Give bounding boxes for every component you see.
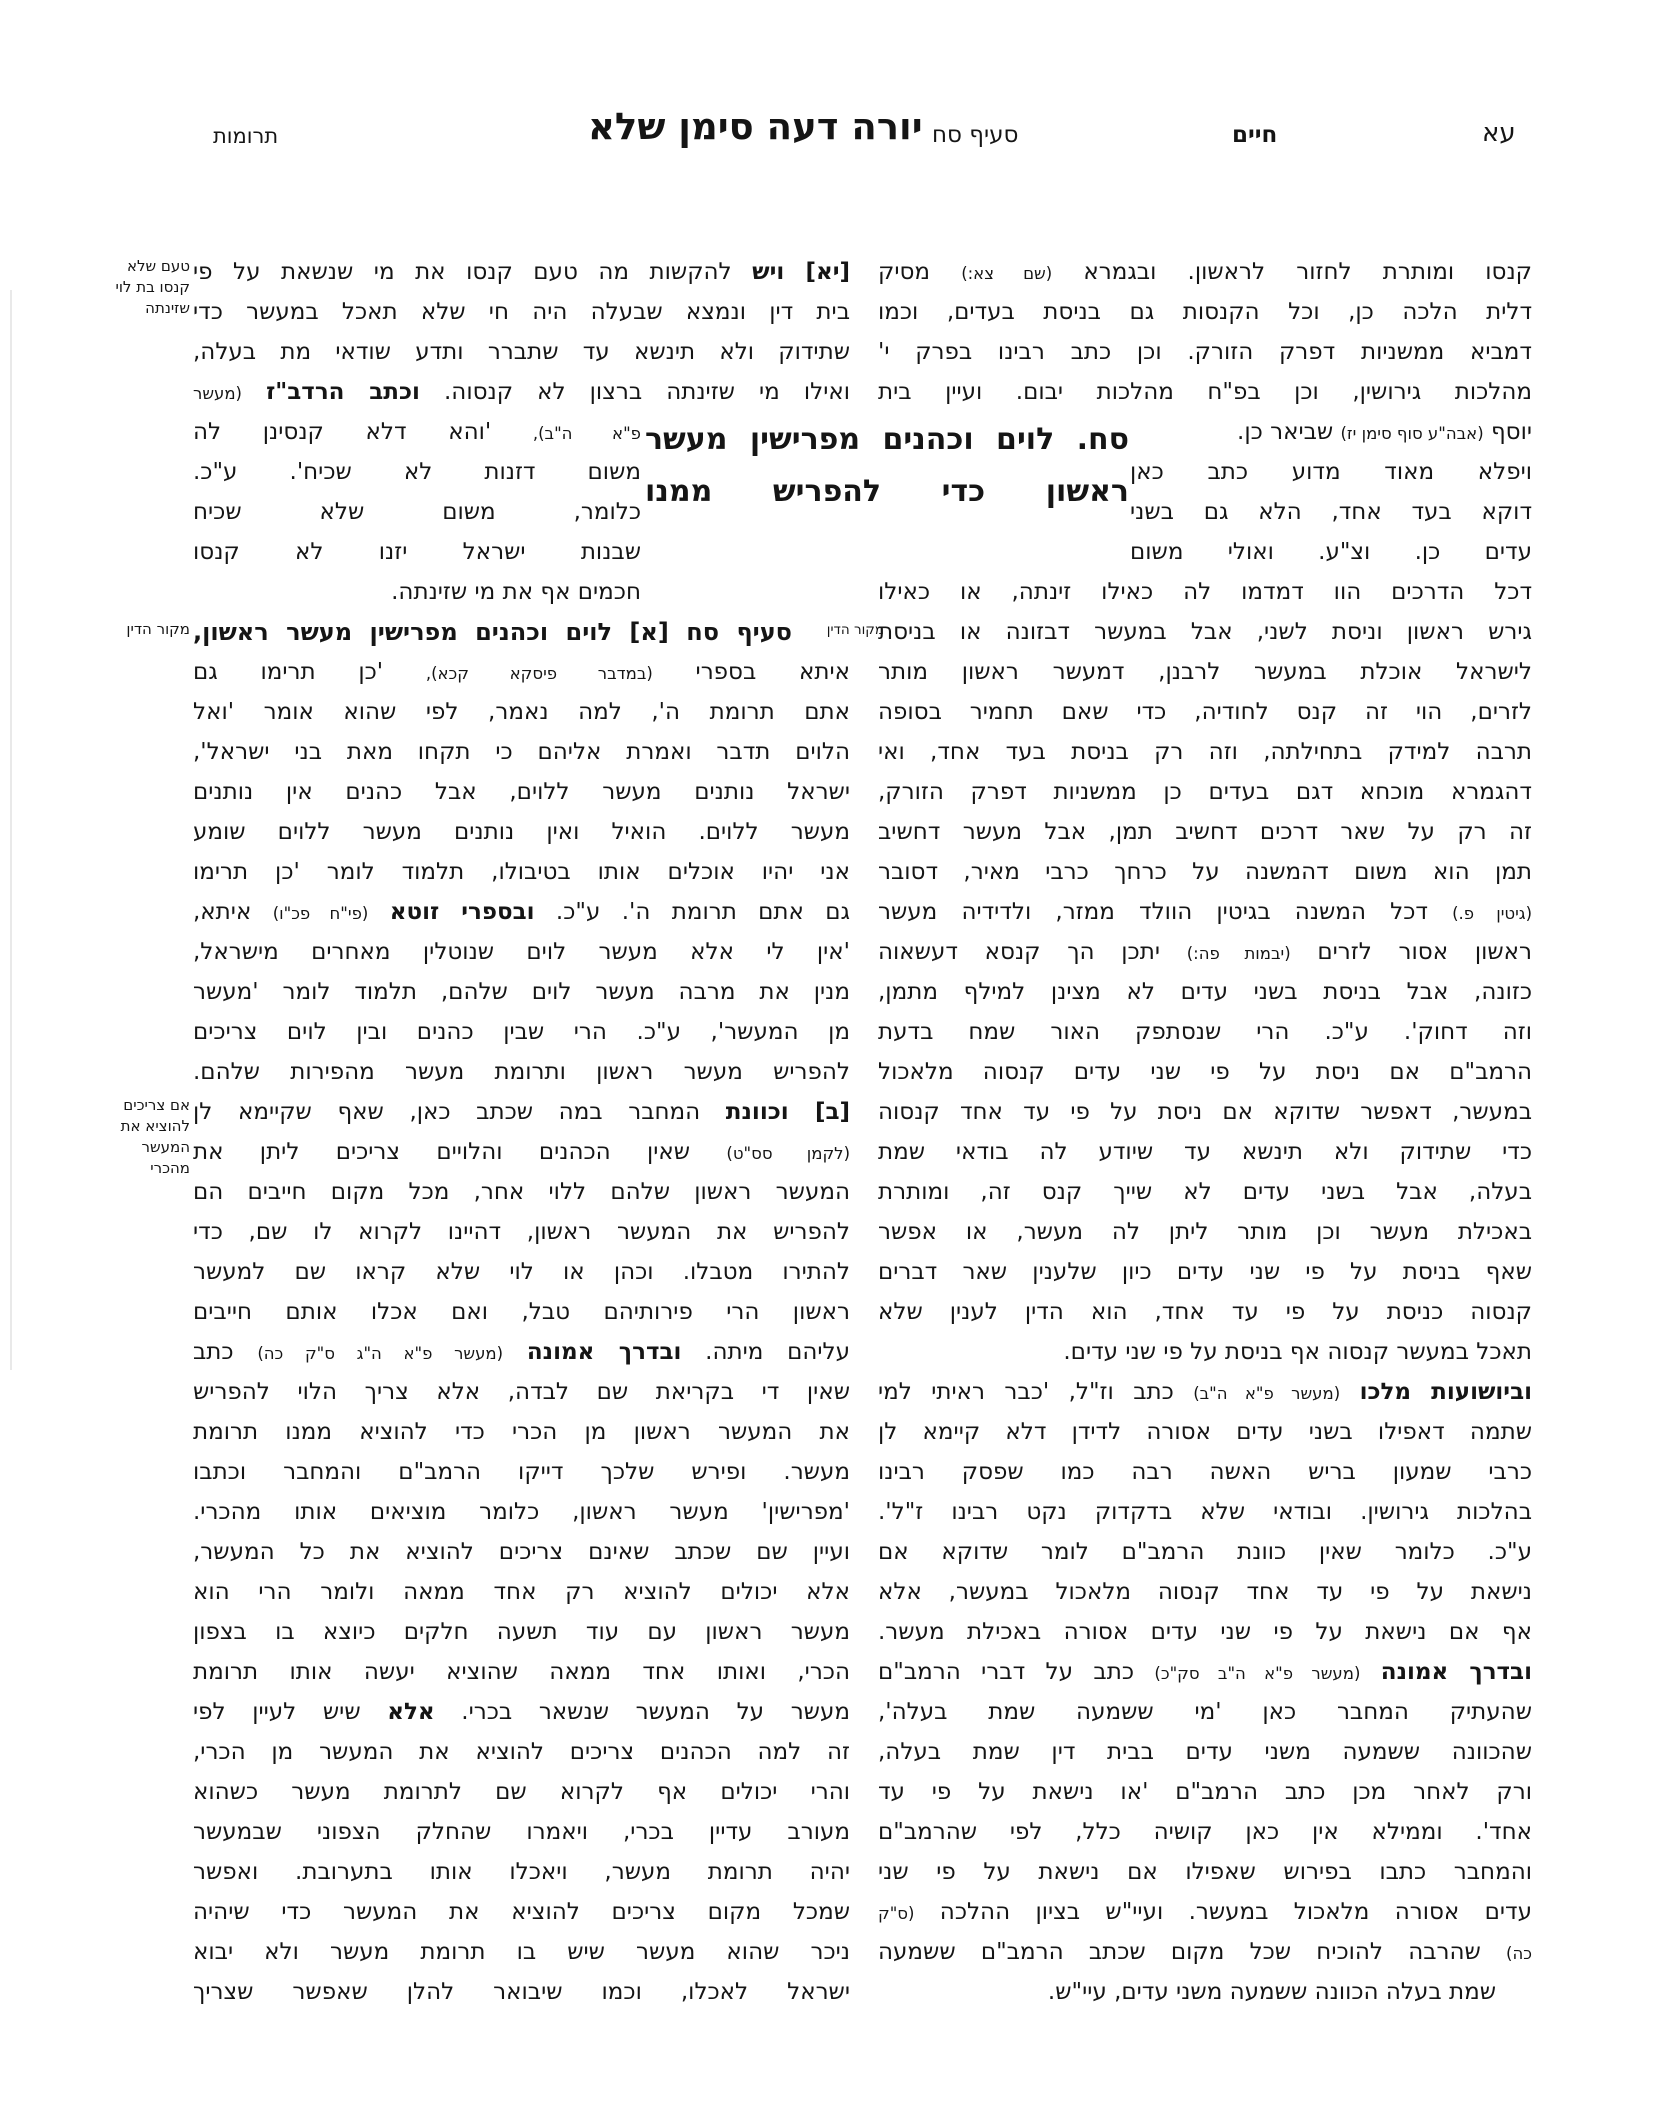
text-segment: אחד'. וממילא אין כאן קושיה כלל, לפי שהרמב"ם bbox=[878, 1819, 1532, 1845]
text-line bbox=[878, 612, 1532, 652]
text-segment: משום דזנות לא שכיח'. ע"כ. bbox=[193, 459, 641, 485]
text-segment: גירש ראשון וניסת לשני, אבל במעשר דבזונה או בניסת bbox=[878, 619, 1532, 645]
text-line bbox=[878, 932, 1532, 972]
text-line bbox=[193, 652, 850, 692]
text-segment: כתב bbox=[193, 1339, 258, 1365]
text-segment: שאף בניסת על פי שני עדים כיון שלענין שאר דברים bbox=[878, 1259, 1532, 1285]
text-segment: ראשון אסור לזרים bbox=[1290, 939, 1532, 965]
text-segment: קנסוה כניסת על פי עד אחד, הוא הדין לענין שלא bbox=[878, 1299, 1532, 1325]
margin-caption-kenas-bat-levi bbox=[66, 256, 190, 319]
text-segment: עדים אסורה מלאכול במעשר. ועיי"ש בציון ההלכה bbox=[914, 1899, 1532, 1925]
text-line bbox=[193, 292, 850, 332]
text-segment: סח. לוים וכהנים מפרישין מעשר bbox=[645, 422, 1129, 457]
text-segment: ויפלא מאוד מדוע כתב כאן bbox=[1130, 459, 1532, 485]
text-line bbox=[193, 1012, 850, 1052]
text-line bbox=[878, 1092, 1532, 1132]
text-segment: (במדבר פיסקא קכא), bbox=[425, 664, 653, 683]
text-line bbox=[878, 412, 1532, 452]
text-segment: עדים כן. וצ"ע. ואולי משום bbox=[1130, 539, 1532, 565]
text-segment: (ס"ק bbox=[878, 1904, 915, 1923]
text-segment: להפריש את המעשר ראשון, דהיינו לקרוא לו שם, כדי bbox=[193, 1219, 850, 1245]
text-segment: יתכן הך קנסא דעשאוה bbox=[878, 939, 1187, 965]
text-segment: ובספרי זוטא bbox=[389, 899, 535, 925]
text-line bbox=[193, 1892, 850, 1932]
text-segment: כתב על דברי הרמב"ם bbox=[878, 1659, 1155, 1685]
text-line bbox=[193, 892, 850, 932]
text-line bbox=[878, 252, 1532, 292]
text-segment: דכל הדרכים הוו דמדמו לה כאילו זינתה, או כאילו bbox=[878, 579, 1532, 605]
text-line bbox=[193, 1572, 850, 1612]
text-line bbox=[193, 812, 850, 852]
text-segment: זה למה הכהנים צריכים להוציא את המעשר מן הכרי, bbox=[193, 1739, 850, 1765]
text-line bbox=[878, 812, 1532, 852]
text-line bbox=[878, 1332, 1532, 1372]
text-segment: המעשר bbox=[141, 1138, 190, 1156]
text-line bbox=[193, 1052, 850, 1092]
margin-note-line bbox=[66, 1158, 190, 1179]
text-segment: שהרבה להוכיח שכל מקום שכתב הרמב"ם ששמעה bbox=[878, 1939, 1507, 1965]
text-segment bbox=[368, 899, 389, 925]
margin-note-line bbox=[66, 256, 190, 277]
text-segment: להוציא את bbox=[120, 1117, 190, 1135]
text-segment: 'כן תרימו גם bbox=[193, 659, 426, 685]
text-segment: שמכל מקום צריכים להוציא את המעשר כדי שיהיה bbox=[193, 1899, 850, 1925]
text-segment: [יא] ויש bbox=[752, 259, 850, 285]
margin-caption-lehotzi-maaser bbox=[66, 1095, 190, 1179]
text-segment: כרבי שמעון בריש האשה רבה כמו שפסק רבינו bbox=[878, 1459, 1532, 1485]
text-line bbox=[193, 252, 850, 292]
text-line bbox=[193, 412, 641, 452]
text-segment: שתמה דאפילו בשני עדים אסורה לדידן דלא קיימא לן bbox=[878, 1419, 1532, 1445]
text-segment: מעשר. ופירש שלכך דייקו הרמב"ם והמחבר וכתבו bbox=[193, 1459, 850, 1485]
text-segment: ראשון כדי להפריש ממנו bbox=[645, 474, 1129, 509]
text-line bbox=[193, 732, 850, 772]
text-segment: כזונה, אבל בניסת בשני עדים לא מצינן למילף מתמן, bbox=[878, 979, 1532, 1005]
text-line bbox=[878, 1772, 1532, 1812]
text-segment bbox=[1340, 1379, 1359, 1405]
text-line bbox=[878, 1852, 1532, 1892]
text-segment: מנין את מרבה מעשר לוים שלהם, תלמוד לומר 'מעשר bbox=[193, 979, 850, 1005]
text-line bbox=[193, 972, 850, 1012]
text-line bbox=[878, 1132, 1532, 1172]
commentary-column-right bbox=[878, 252, 1532, 2012]
text-segment: לזרים, הוי זה קנס לחודיה, כדי שאם תחמיר בסופה bbox=[878, 699, 1532, 725]
text-line bbox=[193, 532, 641, 572]
text-segment: ע"כ. כלומר שאין כוונת הרמב"ם לומר שדוקא אם bbox=[878, 1539, 1532, 1565]
text-segment: גם אתם תרומת ה'. ע"כ. bbox=[534, 899, 850, 925]
text-line bbox=[193, 1612, 850, 1652]
text-segment: תאכל במעשר קנסוה אף בניסת על פי שני עדים. bbox=[1063, 1339, 1532, 1365]
text-line bbox=[193, 1932, 850, 1972]
text-segment: דכל המשנה בגיטין הוולד ממזר, ולדידיה מעשר bbox=[878, 899, 1453, 925]
text-segment: ובדרך אמונה bbox=[526, 1339, 682, 1365]
text-segment: לישראל אוכלת במעשר לרבנן, דמעשר ראשון מותר bbox=[878, 659, 1532, 685]
text-segment: מעורב עדיין בכרי, ויאמרו שהחלק הצפוני שבמעשר bbox=[193, 1819, 850, 1845]
text-segment: אף אם נישאת על פי שני עדים אסורה באכילת מעשר. bbox=[878, 1619, 1532, 1645]
text-segment: דמביא ממשניות דפרק הזורק. וכן כתב רבינו בפרק י' bbox=[878, 339, 1532, 365]
text-line bbox=[1130, 492, 1532, 532]
text-segment: ואילו מי שזינתה ברצון לא קנסוה. bbox=[419, 379, 850, 405]
text-line bbox=[878, 1172, 1532, 1212]
page-header bbox=[0, 82, 1653, 148]
text-line bbox=[878, 652, 1532, 692]
text-segment: זה רק על שאר דרכים דחשיב תמן, אבל מעשר דחשיב bbox=[878, 819, 1532, 845]
text-line bbox=[193, 692, 850, 732]
text-segment: (יבמות פה:) bbox=[1186, 944, 1291, 963]
text-line bbox=[878, 1252, 1532, 1292]
text-line bbox=[193, 1412, 850, 1452]
text-segment: בהלכות גירושין. ובודאי שלא בדקדוק נקט רבינו ז"ל'. bbox=[878, 1499, 1532, 1525]
header-seif-number: סעיף סח bbox=[932, 122, 1019, 148]
text-line bbox=[878, 852, 1532, 892]
text-segment: מעשר ללוים. הואיל ואין נותנים מעשר ללוים שומע bbox=[193, 819, 850, 845]
text-line bbox=[193, 1212, 850, 1252]
text-segment bbox=[503, 1339, 527, 1365]
text-segment: 'אין לי אלא מעשר לוים שנוטלין מאחרים מישראל, bbox=[193, 939, 850, 965]
text-line bbox=[193, 1172, 850, 1212]
margin-note-line bbox=[66, 298, 190, 319]
text-segment: אם צריכים bbox=[123, 1096, 190, 1114]
text-segment: בית דין ונמצא שבעלה היה חי שלא תאכל במעשר כדי bbox=[193, 299, 850, 325]
text-line bbox=[1130, 452, 1532, 492]
text-segment: כלומר, משום שלא שכיח bbox=[193, 499, 641, 525]
text-segment: דוקא בעד אחד, הלא גם בשני bbox=[1130, 499, 1532, 525]
text-line bbox=[878, 732, 1532, 772]
text-line bbox=[193, 772, 850, 812]
text-segment: פ"א ה"ב), bbox=[532, 424, 641, 443]
text-line bbox=[193, 1132, 850, 1172]
text-line bbox=[193, 612, 792, 652]
text-line bbox=[193, 1652, 850, 1692]
text-segment: מן המעשר', ע"כ. הרי שבין כהנים ובין לוים צריכים bbox=[193, 1019, 850, 1045]
text-segment bbox=[242, 379, 266, 405]
text-line bbox=[193, 1292, 850, 1332]
text-line bbox=[193, 1732, 850, 1772]
text-line bbox=[878, 1932, 1532, 1972]
text-segment: מהכרי bbox=[150, 1159, 190, 1177]
text-segment: אלא bbox=[387, 1699, 435, 1725]
text-line bbox=[878, 1052, 1532, 1092]
text-segment: איתא, bbox=[193, 899, 273, 925]
text-line bbox=[193, 1812, 850, 1852]
text-segment: מעשר ראשון עם עוד תשעה חלקים כיוצא בו בצפון bbox=[193, 1619, 850, 1645]
text-segment: המחבר במה שכתב כאן, שאף שקיימא לן bbox=[193, 1099, 726, 1125]
text-line bbox=[193, 852, 850, 892]
text-segment: שאין די בקריאת שם לבדה, אלא צריך הלוי להפריש bbox=[193, 1379, 850, 1405]
text-segment: המעשר ראשון שלהם ללוי אחר, מכל מקום חייבים הם bbox=[193, 1179, 850, 1205]
text-segment: דהגמרא מוכחא דגם בעדים כן ממשניות דפרק הזורק, bbox=[878, 779, 1532, 805]
text-line bbox=[878, 972, 1532, 1012]
text-segment: 'והא דלא קנסינן לה bbox=[193, 419, 533, 445]
margin-note-line bbox=[66, 619, 190, 640]
text-line bbox=[878, 1972, 1496, 2012]
text-segment: וכתב הרדב"ז bbox=[266, 379, 420, 405]
text-segment: סעיף סח [א] לוים וכהנים מפרישין מעשר ראשון, bbox=[193, 618, 792, 646]
text-segment: להפריש מעשר ראשון ותרומת מעשר מהפירות שלהם. bbox=[193, 1059, 850, 1085]
header-page-number: עא bbox=[1482, 118, 1516, 148]
text-line bbox=[193, 1492, 850, 1532]
text-segment: שמת בעלה הכוונה ששמעה משני עדים, עיי"ש. bbox=[1047, 1979, 1496, 2005]
header-book-name: חיים bbox=[1232, 122, 1278, 148]
text-segment: שבנות ישראל יזנו לא קנסו bbox=[193, 539, 641, 565]
text-segment: כתב וז"ל, 'כבר ראיתי למי bbox=[878, 1379, 1194, 1405]
text-segment: שזינתה bbox=[145, 299, 190, 317]
margin-note-line bbox=[66, 277, 190, 298]
header-masechet: תרומות bbox=[213, 124, 279, 148]
text-segment: הכרי, ואותו אחד ממאה שהוציא יעשה אותו תרומת bbox=[193, 1659, 850, 1685]
text-line bbox=[878, 1892, 1532, 1932]
text-line bbox=[878, 1532, 1532, 1572]
gap-caption-mekor-hadin: מקור הדין bbox=[826, 622, 884, 638]
text-segment: (לקמן סס"ט) bbox=[726, 1144, 850, 1163]
text-line bbox=[878, 1612, 1532, 1652]
text-segment: להקשות מה טעם קנסו את מי שנשאת על פי bbox=[193, 259, 753, 285]
text-segment: (מעשר פ"א ה"ב) bbox=[1193, 1384, 1341, 1403]
text-segment: [ב] וכוונת bbox=[725, 1099, 850, 1125]
text-line bbox=[878, 892, 1532, 932]
text-segment: אתם תרומת ה', למה נאמר, לפי שהוא אומר 'ואל bbox=[193, 699, 850, 725]
text-line bbox=[878, 1732, 1532, 1772]
text-segment: ורק לאחר מכן כתב הרמב"ם 'או נישאת על פי עד bbox=[878, 1779, 1532, 1805]
text-line bbox=[878, 372, 1532, 412]
text-segment: (גיטין פ.) bbox=[1452, 904, 1532, 923]
text-segment: ועיין שם שכתב שאינם צריכים להוציא את כל המעשר, bbox=[193, 1539, 850, 1565]
header-title: יורה דעה סימן שלא bbox=[588, 105, 923, 148]
text-segment: כדי שתידוק ולא תינשא עד שיודע לה בודאי שמת bbox=[878, 1139, 1532, 1165]
text-segment: שביאר כן. bbox=[1237, 419, 1341, 445]
text-line bbox=[193, 372, 850, 412]
text-segment: מסיק bbox=[878, 259, 962, 285]
text-line bbox=[193, 1092, 850, 1132]
text-line bbox=[193, 1692, 850, 1732]
text-line bbox=[193, 1972, 850, 2012]
text-segment: קנסו ומותרת לחזור לראשון. ובגמרא bbox=[1052, 259, 1532, 285]
text-line bbox=[1130, 532, 1532, 572]
text-line bbox=[193, 1532, 850, 1572]
text-line bbox=[878, 1292, 1532, 1332]
text-segment: שאין הכהנים והלויים צריכים ליתן את bbox=[193, 1139, 727, 1165]
text-segment: (מעשר פ"א ה"ג ס"ק כה) bbox=[257, 1344, 504, 1363]
text-segment: אני יהיו אוכלים אותו בטיבולו, תלמוד לומר 'כן תרימו bbox=[193, 859, 850, 885]
text-segment: במעשר, דאפשר שדוקא אם ניסת על פי עד אחד קנסוה bbox=[878, 1099, 1532, 1125]
text-line bbox=[878, 1572, 1532, 1612]
text-segment: מהלכות גירושין, וכן בפ"ח מהלכות יבום. ועיין בית bbox=[878, 379, 1532, 405]
text-segment: בעלה, אבל בשני עדים לא שייך קנס זה, ומותרת bbox=[878, 1179, 1532, 1205]
text-segment: (מעשר bbox=[193, 384, 242, 403]
text-line bbox=[878, 1812, 1532, 1852]
text-segment: יהיה תרומת מעשר, ויאכלו אותו בתערובת. ואפשר bbox=[193, 1859, 850, 1885]
text-segment: ראשון הרי פירותיהם טבל, ואם אכלו אותם חייבים bbox=[193, 1299, 850, 1325]
text-segment: ובדרך אמונה bbox=[1380, 1659, 1532, 1685]
text-line bbox=[878, 1492, 1532, 1532]
commentary-column-left bbox=[193, 252, 850, 2012]
text-segment: יוסף bbox=[1483, 419, 1532, 445]
text-segment: תרבה למידק בתחילתה, וזה רק בניסת בעד אחד, ואי bbox=[878, 739, 1532, 765]
text-segment: שתידוק ולא תינשא עד שתברר ותדע שודאי מת בעלה, bbox=[193, 339, 850, 365]
text-line bbox=[193, 492, 641, 532]
text-line bbox=[193, 1252, 850, 1292]
text-line bbox=[878, 1652, 1532, 1692]
text-segment: והמחבר כתבו בפירוש שאפילו אם נישאת על פי שני bbox=[878, 1859, 1532, 1885]
text-line bbox=[878, 692, 1532, 732]
text-line bbox=[878, 572, 1532, 612]
text-line bbox=[193, 1772, 850, 1812]
text-segment: (שם צא:) bbox=[961, 264, 1053, 283]
scan-artifact-line bbox=[10, 290, 12, 1370]
margin-note-line bbox=[66, 1095, 190, 1116]
text-line bbox=[193, 572, 641, 612]
text-line bbox=[878, 772, 1532, 812]
text-line bbox=[878, 332, 1532, 372]
text-segment: נישאת על פי עד אחד קנסוה מלאכול במעשר, אלא bbox=[878, 1579, 1532, 1605]
text-segment: טעם שלא bbox=[126, 257, 190, 275]
text-segment: (אבה"ע סוף סימן יז) bbox=[1340, 424, 1484, 443]
text-segment: ניכר שהוא מעשר שיש בו תרומת מעשר ולא יבוא bbox=[193, 1939, 850, 1965]
text-segment: שהעתיק המחבר כאן 'מי ששמעה שמת בעלה', bbox=[878, 1699, 1532, 1725]
text-line bbox=[193, 452, 641, 492]
text-segment: חכמים אף את מי שזינתה. bbox=[391, 579, 641, 605]
text-segment: קנסו בת לוי bbox=[115, 278, 190, 296]
text-segment bbox=[1360, 1659, 1380, 1685]
text-segment: שיש לעיין לפי bbox=[193, 1699, 388, 1725]
text-segment: כה) bbox=[1506, 1944, 1532, 1963]
text-segment: ישראל לאכלו, וכמו שיבואר להלן שאפשר שצריך bbox=[193, 1979, 850, 2005]
text-segment: הלוים תדבר ואמרת אליהם כי תקחו מאת בני ישראל', bbox=[193, 739, 850, 765]
text-line bbox=[193, 332, 850, 372]
text-line bbox=[193, 1452, 850, 1492]
margin-caption-mekor-hadin bbox=[66, 619, 190, 640]
text-segment: מקור הדין bbox=[126, 620, 190, 638]
text-line bbox=[878, 1452, 1532, 1492]
text-segment: מעשר על המעשר שנשאר בכרי. bbox=[434, 1699, 850, 1725]
text-segment: וזה דחוק'. ע"כ. הרי שנסתפק האור שמח בדעת bbox=[878, 1019, 1532, 1045]
text-line bbox=[193, 932, 850, 972]
text-line bbox=[193, 1332, 850, 1372]
text-segment: תמן הוא משום דהמשנה על כרחך כרבי מאיר, דסובר bbox=[878, 859, 1532, 885]
text-segment: 'מפרישין' מעשר ראשון, כלומר מוציאים אותו מהכרי. bbox=[193, 1499, 850, 1525]
text-segment: אלא יכולים להוציא רק אחד ממאה ולומר הרי הוא bbox=[193, 1579, 850, 1605]
text-segment: באכילת מעשר וכן מותר ליתן לה מעשר, או אפשר bbox=[878, 1219, 1532, 1245]
text-segment: את המעשר ראשון מן הכרי כדי להוציא ממנו תרומת bbox=[193, 1419, 850, 1445]
text-segment: ישראל נותנים מעשר ללוים, אבל כהנים אין נותנים bbox=[193, 779, 850, 805]
text-line bbox=[193, 1372, 850, 1412]
text-segment: דלית הלכה כן, וכל הקנסות גם בניסת בעדים, וכמו bbox=[878, 299, 1532, 325]
margin-note-line bbox=[66, 1116, 190, 1137]
text-line bbox=[878, 1012, 1532, 1052]
text-segment: שהכוונה ששמעה משני עדים בבית דין שמת בעלה, bbox=[878, 1739, 1532, 1765]
text-line bbox=[878, 1212, 1532, 1252]
text-segment: להתירו מטבלו. וכהן או לוי שלא קראו שם למעשר bbox=[193, 1259, 850, 1285]
text-segment: הרמב"ם אם ניסת על פי שני עדים קנסוה מלאכול bbox=[878, 1059, 1532, 1085]
text-segment: וביושועות מלכו bbox=[1359, 1379, 1532, 1405]
text-segment: והרי יכולים אף לקרוא שם לתרומת מעשר כשהוא bbox=[193, 1779, 850, 1805]
text-line bbox=[878, 1412, 1532, 1452]
text-segment: עליהם מיתה. bbox=[681, 1339, 850, 1365]
text-line bbox=[878, 1372, 1532, 1412]
text-segment: איתא בספרי bbox=[652, 659, 850, 685]
text-line bbox=[878, 1692, 1532, 1732]
text-segment: (פי"ח פכ"ו) bbox=[272, 904, 369, 923]
text-segment: (מעשר פ"א ה"ב סק"כ) bbox=[1154, 1664, 1361, 1683]
text-line bbox=[878, 292, 1532, 332]
text-line bbox=[193, 1852, 850, 1892]
margin-note-line bbox=[66, 1137, 190, 1158]
